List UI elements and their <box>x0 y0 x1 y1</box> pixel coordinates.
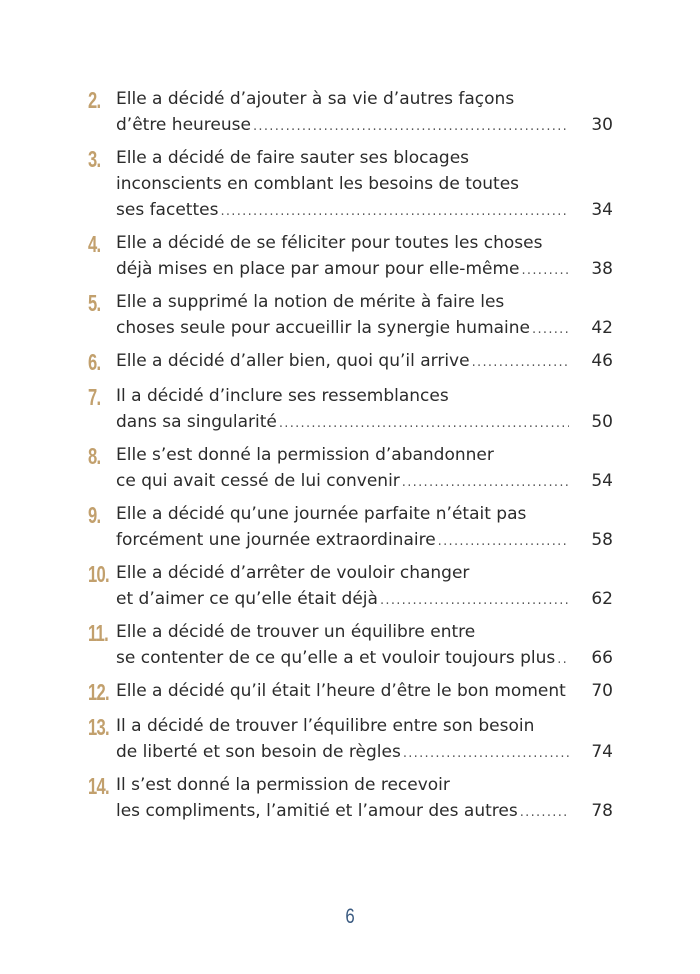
toc-entry <box>88 713 613 765</box>
chapter-number: 6. <box>88 349 101 375</box>
chapter-title-last-line <box>116 586 613 612</box>
chapter-title-line: Elle a décidé qu’une journée parfaite n’était pas <box>116 504 527 524</box>
chapter-number: 8. <box>88 443 101 469</box>
toc-entry <box>88 678 613 704</box>
chapter-page-number: 70 <box>591 681 613 701</box>
chapter-title-last-line <box>116 256 613 282</box>
chapter-title-text: d’être heureuse <box>116 115 251 135</box>
chapter-title-line: Elle a décidé de trouver un équilibre entre <box>116 622 476 642</box>
chapter-page-number: 46 <box>591 351 613 371</box>
chapter-page-number: 62 <box>591 589 613 609</box>
table-of-contents <box>88 86 613 831</box>
chapter-title-text: se contenter de ce qu’elle a et vouloir toujours plus <box>116 648 556 668</box>
chapter-number: 10. <box>88 561 109 587</box>
toc-entry <box>88 442 613 494</box>
chapter-page-number: 30 <box>591 115 613 135</box>
chapter-title-line: Elle a décidé de faire sauter ses blocages <box>116 148 470 168</box>
chapter-title-last-line <box>116 409 613 435</box>
toc-entry <box>88 772 613 824</box>
chapter-title-text: et d’aimer ce qu’elle était déjà <box>116 589 378 609</box>
dot-leader <box>472 350 569 376</box>
chapter-title-text: forcément une journée extraordinaire <box>116 530 436 550</box>
chapter-number: 11. <box>88 620 108 646</box>
chapter-title-line: inconscients en comblant les besoins de toutes <box>116 174 520 194</box>
toc-entry <box>88 501 613 553</box>
chapter-number: 5. <box>88 290 101 316</box>
chapter-title-text: dans sa singularité <box>116 412 277 432</box>
chapter-title-text: déjà mises en place par amour pour elle-même <box>116 259 520 279</box>
chapter-title-text: choses seule pour accueillir la synergie humaine <box>116 318 531 338</box>
chapter-title-text: de liberté et son besoin de règles <box>116 742 401 762</box>
chapter-title-text: les compliments, l’amitié et l’amour des autres <box>116 801 518 821</box>
dot-leader <box>253 114 569 140</box>
dot-leader <box>220 199 569 225</box>
chapter-number: 12. <box>88 679 109 705</box>
chapter-title-last-line <box>116 348 613 374</box>
chapter-title-line: Il a décidé d’inclure ses ressemblances <box>116 386 449 406</box>
dot-leader <box>403 741 569 767</box>
chapter-title-text: Elle a décidé qu’il était l’heure d’être le bon moment <box>116 681 566 701</box>
chapter-title-last-line <box>116 315 613 341</box>
dot-leader <box>532 317 569 343</box>
chapter-title-line: Elle s’est donné la permission d’abandonner <box>116 445 494 465</box>
chapter-number: 4. <box>88 231 101 257</box>
toc-entry <box>88 619 613 671</box>
chapter-title-last-line <box>116 645 613 671</box>
chapter-page-number: 78 <box>591 801 613 821</box>
chapter-title-last-line <box>116 197 613 223</box>
chapter-title-text: Elle a décidé d’aller bien, quoi qu’il arrive <box>116 351 470 371</box>
chapter-title-line: Il s’est donné la permission de recevoir <box>116 775 450 795</box>
chapter-page-number: 42 <box>591 318 613 338</box>
toc-entry <box>88 145 613 223</box>
chapter-title-text: ses facettes <box>116 200 219 220</box>
chapter-number: 3. <box>88 146 101 172</box>
chapter-number: 7. <box>88 384 101 410</box>
chapter-number: 2. <box>88 87 101 113</box>
dot-leader <box>520 800 569 826</box>
dot-leader <box>568 680 569 706</box>
chapter-title-last-line <box>116 739 613 765</box>
chapter-page-number: 50 <box>591 412 613 432</box>
dot-leader <box>380 588 569 614</box>
page-number: 6 <box>345 905 355 928</box>
chapter-page-number: 54 <box>591 471 613 491</box>
chapter-title-last-line <box>116 798 613 824</box>
chapter-page-number: 66 <box>591 648 613 668</box>
toc-entry <box>88 383 613 435</box>
dot-leader <box>521 258 569 284</box>
chapter-title-line: Elle a décidé d’arrêter de vouloir changer <box>116 563 470 583</box>
chapter-title-text: ce qui avait cessé de lui convenir <box>116 471 400 491</box>
chapter-title-last-line <box>116 468 613 494</box>
toc-entry <box>88 86 613 138</box>
chapter-page-number: 58 <box>591 530 613 550</box>
dot-leader <box>402 470 569 496</box>
dot-leader <box>557 647 569 673</box>
chapter-title-last-line <box>116 678 613 704</box>
toc-entry <box>88 289 613 341</box>
chapter-number: 14. <box>88 773 109 799</box>
chapter-page-number: 74 <box>591 742 613 762</box>
toc-entry <box>88 230 613 282</box>
chapter-page-number: 38 <box>591 259 613 279</box>
chapter-title-line: Elle a décidé d’ajouter à sa vie d’autres façons <box>116 89 515 109</box>
chapter-title-line: Elle a supprimé la notion de mérite à faire les <box>116 292 505 312</box>
toc-entry <box>88 348 613 374</box>
dot-leader <box>438 529 569 555</box>
toc-entry <box>88 560 613 612</box>
chapter-title-last-line <box>116 112 613 138</box>
dot-leader <box>279 411 569 437</box>
chapter-page-number: 34 <box>591 200 613 220</box>
chapter-title-last-line <box>116 527 613 553</box>
chapter-number: 13. <box>88 714 109 740</box>
chapter-title-line: Il a décidé de trouver l’équilibre entre son besoin <box>116 716 535 736</box>
chapter-number: 9. <box>88 502 101 528</box>
chapter-title-line: Elle a décidé de se féliciter pour toutes les choses <box>116 233 543 253</box>
